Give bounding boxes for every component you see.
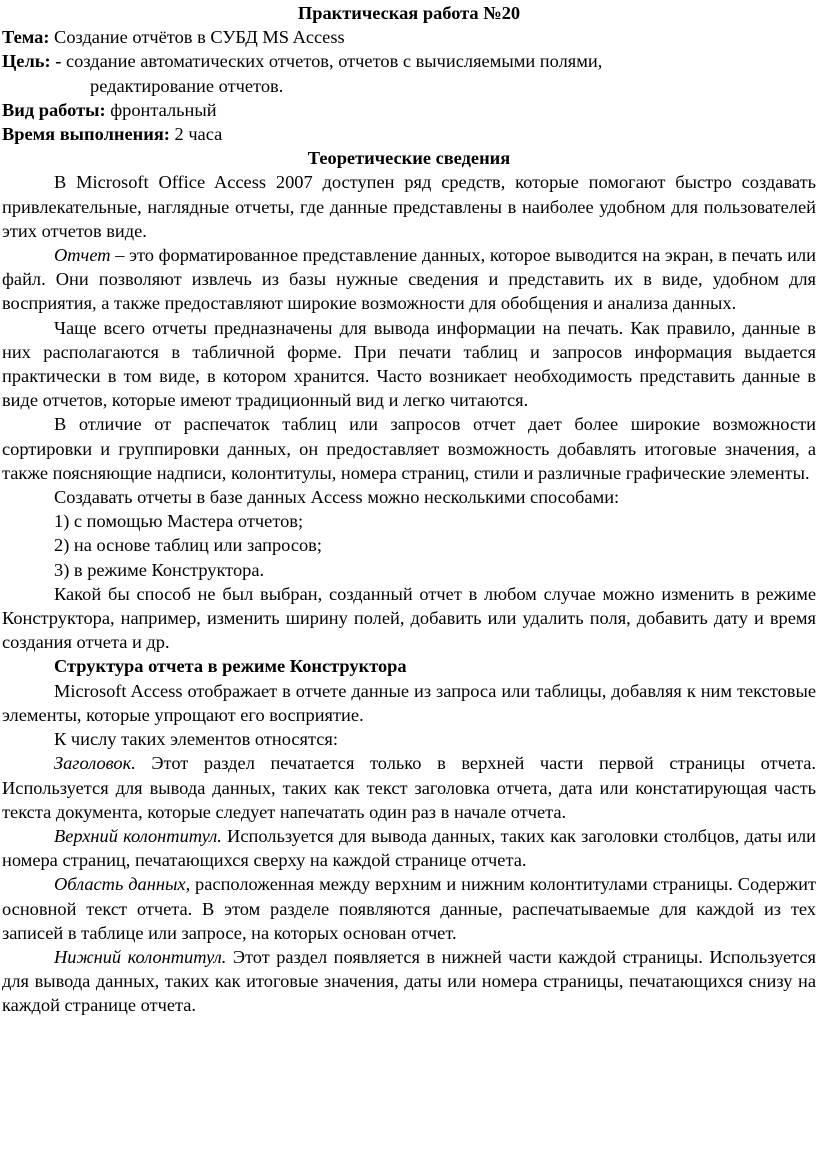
topic-value: Создание отчётов в СУБД MS Access — [49, 27, 345, 48]
page-header-text: Используется для вывода данных, таких как заголовки столбцов, даты или номера страниц, печатающихся сверху на каждой странице отчета. — [2, 825, 816, 871]
paragraph-modify: Какой бы способ не был выбран, созданный отчет в любом случае можно изменить в режиме Конструктора, например, изменить ширину полей, добавить или удалить поля, добавить дату и время создания отчета и др. — [2, 583, 816, 653]
paragraph-report-definition — [2, 243, 816, 316]
term-report: Отчет — [54, 245, 111, 266]
term-page-header: Верхний колонтитул. — [54, 825, 222, 846]
report-definition-text: – это форматированное представление данных, которое выводится на экран, в печать или файл. Они позволяют извлечь из базы нужные сведения и представить их в виде, удобном для восприятия, а также предоставляют широкие возможности для обобщения и анализа данных. — [2, 245, 816, 314]
paragraph-detail-area — [2, 872, 816, 945]
paragraph-elements: К числу таких элементов относятся: — [54, 729, 338, 750]
detail-area-text: расположенная между верхним и нижним колонтитулами страницы. Содержит основной текст отчета. В этом разделе появляются данные, распечатываемые для каждой из тех записей в таблице или запросе, на которых основан отчет. — [2, 874, 816, 943]
paragraph-structure-intro: Microsoft Access отображает в отчете данные из запроса или таблицы, добавляя к ним текстовые элементы, которые упрощают его восприятие. — [2, 680, 816, 725]
term-report-header: Заголовок. — [54, 753, 136, 774]
paragraph-intro: В Microsoft Office Access 2007 доступен ряд средств, которые помогают быстро создавать привлекательные, наглядные отчеты, где данные представлены в наиболее удобном для пользователей этих отчетов виде. — [2, 172, 816, 241]
paragraph-printing: Чаще всего отчеты предназначены для вывода информации на печать. Как правило, данные в них располагаются в табличной форме. При печати таблиц и запросов информация выдается практически в том виде, в котором хранится. Часто возникает необходимость представить данные в виде отчетов, которые имеют традиционный вид и легко читаются. — [2, 317, 816, 411]
work-type-label: Вид работы: — [2, 99, 106, 120]
goal-label: Цель: - — [2, 51, 62, 72]
work-type-line — [2, 98, 816, 122]
paragraph-report-header — [2, 751, 816, 824]
work-type-value: фронтальный — [105, 99, 217, 120]
section-heading-theory: Теоретические сведения — [307, 148, 511, 169]
term-detail-area: Область данных, — [54, 874, 191, 895]
page-footer-text: Этот раздел появляется в нижней части каждой страницы. Используется для вывода данных, таких как итоговые значения, даты или номера страницы, печатающихся снизу на каждой странице отчета. — [2, 946, 816, 1016]
time-line — [2, 122, 816, 146]
paragraph-advantages: В отличие от распечаток таблиц или запросов отчет дает более широкие возможности сортировки и группировки данных, он предоставляет возможность добавлять итоговые значения, а также поясняющие надписи, колонтитулы, номера страниц, стили и различные графические элементы. — [2, 414, 816, 483]
paragraph-page-footer — [2, 945, 816, 1018]
topic-label: Тема: — [2, 27, 50, 48]
list-item: 2) на основе таблиц или запросов; — [54, 535, 322, 556]
report-header-text: Этот раздел печатается только в верхней части первой страницы отчета. Используется для вывода данных, таких как текст заголовка отчета, дата или констатирующая часть текста документа, которые следует напечатать один раз в начале отчета. — [2, 753, 816, 822]
goal-value-continuation: редактирование отчетов. — [90, 75, 284, 96]
time-value: 2 часа — [169, 124, 223, 145]
paragraph-methods: Создавать отчеты в базе данных Access можно несколькими способами: — [54, 487, 620, 508]
topic-line — [2, 25, 816, 49]
term-page-footer: Нижний колонтитул. — [54, 946, 227, 967]
goal-line — [2, 49, 816, 73]
document-title: Практическая работа №20 — [297, 3, 521, 23]
section-heading-structure: Структура отчета в режиме Конструктора — [54, 656, 407, 677]
list-item: 1) с помощью Мастера отчетов; — [54, 511, 304, 532]
goal-value: создание автоматических отчетов, отчетов с вычисляемыми полями, — [61, 51, 603, 72]
list-item: 3) в режиме Конструктора. — [54, 559, 265, 580]
paragraph-page-header — [2, 824, 816, 872]
time-label: Время выполнения: — [2, 124, 170, 145]
